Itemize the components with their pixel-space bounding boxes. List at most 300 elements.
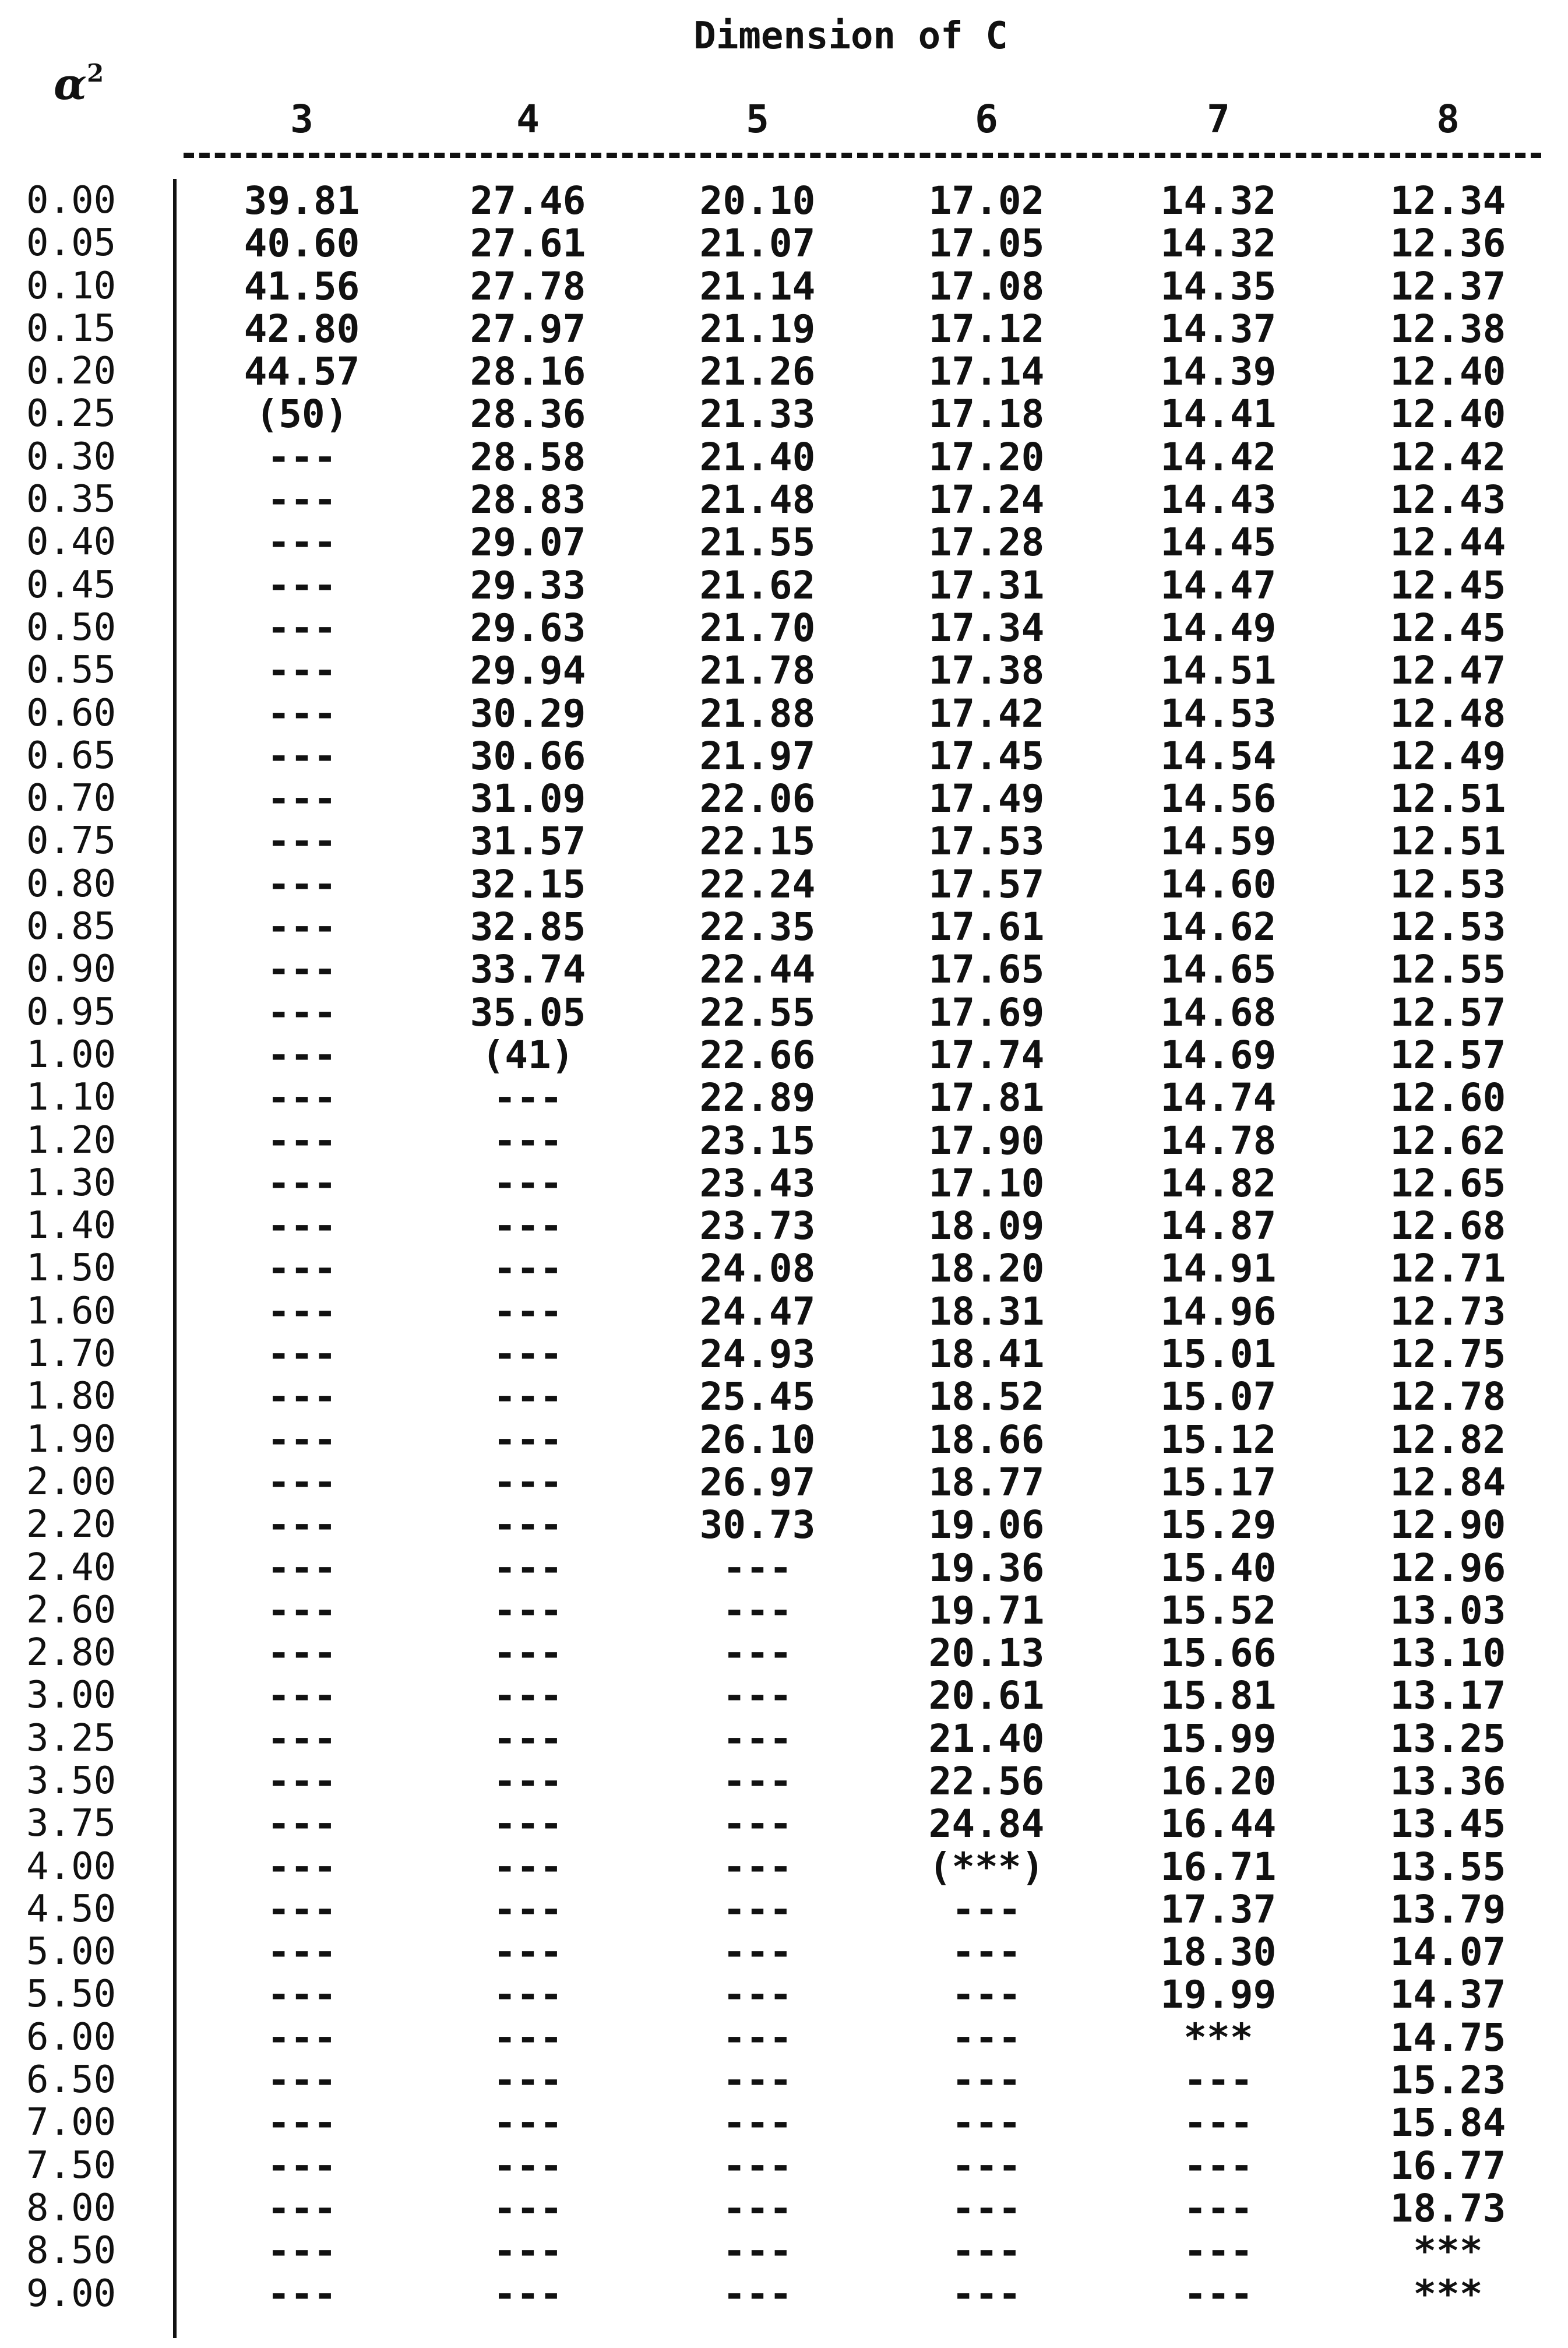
table-cell: 21.48 <box>699 477 816 523</box>
table-cell: --- <box>267 2058 337 2103</box>
table-cell: 12.44 <box>1390 520 1506 565</box>
table-cell: 14.07 <box>1390 1930 1506 1975</box>
table-row <box>0 1461 1568 1504</box>
table-row <box>0 820 1568 863</box>
table-cell: 16.71 <box>1160 1844 1277 1889</box>
column-header: 8 <box>1436 97 1460 142</box>
table-row <box>0 1547 1568 1589</box>
table-row <box>0 564 1568 607</box>
table-cell: 33.74 <box>470 947 586 992</box>
table-cell: --- <box>267 733 337 779</box>
table-row <box>0 2273 1568 2315</box>
table-cell: 23.43 <box>699 1160 816 1206</box>
table-cell: 42.80 <box>244 306 360 351</box>
table-cell: 19.06 <box>928 1502 1045 1548</box>
table-cell: --- <box>723 1545 792 1590</box>
alpha-squared-value: 2.20 <box>26 1503 117 1547</box>
table-cell: 22.06 <box>699 776 816 822</box>
table-row <box>0 179 1568 222</box>
table-cell: 14.32 <box>1160 178 1277 223</box>
table-row <box>0 2187 1568 2230</box>
table-row <box>0 1290 1568 1333</box>
table-cell: 16.20 <box>1160 1758 1277 1804</box>
table-cell: 13.79 <box>1390 1886 1506 1932</box>
table-cell: 16.44 <box>1160 1801 1277 1847</box>
table-cell: --- <box>493 1246 563 1291</box>
table-row <box>0 1418 1568 1461</box>
table-cell: 12.47 <box>1390 648 1506 694</box>
table-cell: --- <box>1183 2271 1253 2317</box>
table-cell: --- <box>723 2100 792 2146</box>
table-cell: 17.14 <box>928 349 1045 395</box>
table-cell: --- <box>267 947 337 992</box>
table-cell: --- <box>952 2271 1021 2317</box>
table-cell: 24.93 <box>699 1332 816 1377</box>
table-cell: 12.45 <box>1390 562 1506 608</box>
table-cell: --- <box>493 1160 563 1206</box>
table-row <box>0 2145 1568 2187</box>
table-cell: 12.55 <box>1390 947 1506 992</box>
table-cell: --- <box>267 1289 337 1334</box>
table-cell: 21.14 <box>699 263 816 309</box>
table-row <box>0 1333 1568 1375</box>
table-cell: 12.82 <box>1390 1417 1506 1462</box>
table-cell: --- <box>267 2015 337 2060</box>
table-cell: --- <box>267 477 337 523</box>
table-cell: --- <box>952 1930 1021 1975</box>
table-cell: 17.65 <box>928 947 1045 992</box>
table-cell: --- <box>493 1332 563 1377</box>
table-cell: --- <box>267 1374 337 1420</box>
table-row <box>0 436 1568 478</box>
table-cell: 12.53 <box>1390 904 1506 950</box>
table-row <box>0 265 1568 308</box>
table-cell: --- <box>723 1844 792 1889</box>
table-row <box>0 991 1568 1034</box>
table-cell: 14.54 <box>1160 733 1277 779</box>
table-cell: --- <box>723 2015 792 2060</box>
table-cell: 22.15 <box>699 819 816 864</box>
alpha-squared-value: 4.50 <box>26 1887 117 1931</box>
table-cell: 15.12 <box>1160 1417 1277 1462</box>
table-cell: 17.05 <box>928 221 1045 266</box>
table-cell: --- <box>493 1545 563 1590</box>
table-cell: 18.31 <box>928 1289 1045 1334</box>
table-cell: --- <box>267 1673 337 1719</box>
table-cell: 17.74 <box>928 1032 1045 1078</box>
alpha-squared-value: 0.60 <box>26 691 117 735</box>
alpha-squared-value: 1.40 <box>26 1204 117 1248</box>
table-cell: 14.91 <box>1160 1246 1277 1291</box>
table-cell: 29.07 <box>470 520 586 565</box>
table-cell: --- <box>267 1758 337 1804</box>
table-cell: 13.55 <box>1390 1844 1506 1889</box>
table-cell: 14.43 <box>1160 477 1277 523</box>
alpha-squared-value: 5.00 <box>26 1930 117 1974</box>
table-cell: 13.25 <box>1390 1716 1506 1761</box>
table-cell: 24.08 <box>699 1246 816 1291</box>
table-cell: 17.61 <box>928 904 1045 950</box>
alpha-squared-value: 8.50 <box>26 2229 117 2273</box>
table-cell: --- <box>1183 2143 1253 2188</box>
table-cell: 12.57 <box>1390 990 1506 1035</box>
table-row <box>0 1375 1568 1418</box>
table-cell: 27.97 <box>470 306 586 351</box>
alpha-squared-value: 0.30 <box>26 435 117 478</box>
table-cell: 14.53 <box>1160 691 1277 736</box>
table-row <box>0 1247 1568 1290</box>
table-cell: --- <box>267 648 337 694</box>
table-cell: 17.31 <box>928 562 1045 608</box>
table-cell: 17.53 <box>928 819 1045 864</box>
column-header: 6 <box>975 97 998 142</box>
table-cell: 22.66 <box>699 1032 816 1078</box>
table-cell: 12.51 <box>1390 819 1506 864</box>
table-cell: 17.10 <box>928 1160 1045 1206</box>
table-row <box>0 1674 1568 1717</box>
table-cell: 21.55 <box>699 520 816 565</box>
table-cell: --- <box>723 2143 792 2188</box>
table-row <box>0 1632 1568 1674</box>
table-cell: 12.84 <box>1390 1459 1506 1505</box>
table-cell: --- <box>267 861 337 907</box>
table-cell: 29.63 <box>470 605 586 650</box>
table-cell: 14.60 <box>1160 861 1277 907</box>
alpha-squared-value: 2.40 <box>26 1546 117 1589</box>
table-cell: --- <box>493 2100 563 2146</box>
table-cell: (41) <box>481 1032 575 1078</box>
table-cell: --- <box>267 1502 337 1548</box>
table-cell: --- <box>267 819 337 864</box>
table-cell: 12.40 <box>1390 349 1506 395</box>
table-cell: 14.87 <box>1160 1203 1277 1249</box>
table-cell: 20.13 <box>928 1631 1045 1676</box>
table-cell: 31.57 <box>470 819 586 864</box>
table-cell: 20.10 <box>699 178 816 223</box>
table-cell: 14.37 <box>1160 306 1277 351</box>
table-cell: --- <box>267 904 337 950</box>
table-cell: 14.35 <box>1160 263 1277 309</box>
table-cell: 30.29 <box>470 691 586 736</box>
table-cell: 17.45 <box>928 733 1045 779</box>
table-cell: --- <box>723 2185 792 2231</box>
table-cell: --- <box>952 1886 1021 1932</box>
table-cell: 14.62 <box>1160 904 1277 950</box>
table-cell: --- <box>493 1374 563 1420</box>
table-cell: --- <box>493 1459 563 1505</box>
table-cell: --- <box>1183 2229 1253 2274</box>
table-row <box>0 1846 1568 1888</box>
table-cell: 17.38 <box>928 648 1045 694</box>
table-cell: 14.65 <box>1160 947 1277 992</box>
table-row <box>0 308 1568 350</box>
table-cell: 17.08 <box>928 263 1045 309</box>
table-cell: --- <box>267 605 337 650</box>
table-cell: 30.66 <box>470 733 586 779</box>
table-cell: 12.48 <box>1390 691 1506 736</box>
header-divider <box>184 153 1541 158</box>
table-cell: --- <box>952 2229 1021 2274</box>
table-cell: 15.66 <box>1160 1631 1277 1676</box>
table-row <box>0 735 1568 777</box>
table-row <box>0 2059 1568 2101</box>
table-cell: --- <box>723 1801 792 1847</box>
table-cell: 13.03 <box>1390 1587 1506 1633</box>
table-cell: --- <box>493 1801 563 1847</box>
table-cell: 21.62 <box>699 562 816 608</box>
table-cell: 14.37 <box>1390 1972 1506 2018</box>
table-cell: 21.40 <box>928 1716 1045 1761</box>
table-cell: 18.30 <box>1160 1930 1277 1975</box>
table-cell: 27.61 <box>470 221 586 266</box>
table-cell: --- <box>267 2229 337 2274</box>
table-cell: 14.47 <box>1160 562 1277 608</box>
alpha-squared-value: 0.95 <box>26 990 117 1034</box>
table-cell: 19.71 <box>928 1587 1045 1633</box>
table-cell: 12.34 <box>1390 178 1506 223</box>
table-cell: 14.56 <box>1160 776 1277 822</box>
table-cell: *** <box>1413 2229 1483 2274</box>
table-cell: 21.07 <box>699 221 816 266</box>
alpha-squared-value: 0.25 <box>26 392 117 436</box>
table-row <box>0 1803 1568 1845</box>
table-cell: --- <box>493 2058 563 2103</box>
table-cell: --- <box>952 2015 1021 2060</box>
table-cell: --- <box>267 1246 337 1291</box>
table-cell: 21.97 <box>699 733 816 779</box>
table-row <box>0 1504 1568 1546</box>
table-cell: 19.99 <box>1160 1972 1277 2018</box>
table-cell: 12.65 <box>1390 1160 1506 1206</box>
table-cell: 17.12 <box>928 306 1045 351</box>
table-cell: --- <box>267 1118 337 1163</box>
table-cell: --- <box>267 1844 337 1889</box>
table-cell: 14.96 <box>1160 1289 1277 1334</box>
table-cell: 22.55 <box>699 990 816 1035</box>
table-cell: 15.99 <box>1160 1716 1277 1761</box>
alpha-squared-value: 1.50 <box>26 1247 117 1290</box>
table-cell: 28.58 <box>470 434 586 480</box>
alpha-squared-value: 1.90 <box>26 1417 117 1461</box>
table-cell: 12.53 <box>1390 861 1506 907</box>
table-cell: 15.07 <box>1160 1374 1277 1420</box>
alpha-squared-value: 1.10 <box>26 1076 117 1120</box>
table-row <box>0 1034 1568 1076</box>
table-row <box>0 948 1568 991</box>
table-cell: --- <box>493 1972 563 2018</box>
table-cell: 14.41 <box>1160 392 1277 437</box>
table-cell: --- <box>723 1587 792 1633</box>
table-cell: --- <box>493 1631 563 1676</box>
table-cell: --- <box>723 2271 792 2317</box>
table-cell: --- <box>493 2229 563 2274</box>
table-cell: 17.18 <box>928 392 1045 437</box>
table-cell: 12.45 <box>1390 605 1506 650</box>
alpha-squared-value: 1.70 <box>26 1332 117 1376</box>
column-header: 4 <box>516 97 540 142</box>
table-cell: 21.88 <box>699 691 816 736</box>
table-row <box>0 1888 1568 1931</box>
alpha-squared-value: 0.10 <box>26 264 117 308</box>
alpha-squared-value: 0.50 <box>26 606 117 649</box>
table-cell: 15.81 <box>1160 1673 1277 1719</box>
alpha-squared-value: 3.25 <box>26 1716 117 1760</box>
table-cell: --- <box>267 1930 337 1975</box>
table-cell: 22.24 <box>699 861 816 907</box>
table-cell: 15.52 <box>1160 1587 1277 1633</box>
table-cell: --- <box>267 1545 337 1590</box>
table-cell: 16.77 <box>1390 2143 1506 2188</box>
table-cell: --- <box>267 2100 337 2146</box>
alpha-squared-value: 5.50 <box>26 1973 117 2016</box>
table-cell: 32.15 <box>470 861 586 907</box>
table-cell: 21.40 <box>699 434 816 480</box>
table-cell: 31.09 <box>470 776 586 822</box>
table-cell: --- <box>1183 2185 1253 2231</box>
table-row <box>0 350 1568 393</box>
table-cell: 17.81 <box>928 1075 1045 1121</box>
table-cell: 30.73 <box>699 1502 816 1548</box>
table-cell: 17.69 <box>928 990 1045 1035</box>
table-cell: --- <box>723 1886 792 1932</box>
table-cell: 13.17 <box>1390 1673 1506 1719</box>
table-cell: 18.20 <box>928 1246 1045 1291</box>
table-row <box>0 692 1568 735</box>
table-row <box>0 863 1568 906</box>
table-cell: 15.01 <box>1160 1332 1277 1377</box>
alpha-squared-value: 3.75 <box>26 1802 117 1846</box>
table-row <box>0 1717 1568 1760</box>
table-row <box>0 1931 1568 1973</box>
table-cell: 17.02 <box>928 178 1045 223</box>
table-cell: --- <box>267 1631 337 1676</box>
table-cell: *** <box>1413 2271 1483 2317</box>
table-cell: --- <box>267 1203 337 1249</box>
alpha-squared-value: 4.00 <box>26 1844 117 1888</box>
table-cell: 12.68 <box>1390 1203 1506 1249</box>
table-cell: 12.90 <box>1390 1502 1506 1548</box>
table-cell: 17.28 <box>928 520 1045 565</box>
table-cell: --- <box>267 691 337 736</box>
table-cell: 44.57 <box>244 349 360 395</box>
table-cell: 26.97 <box>699 1459 816 1505</box>
table-cell: --- <box>267 434 337 480</box>
table-cell: 17.57 <box>928 861 1045 907</box>
table-cell: 12.62 <box>1390 1118 1506 1163</box>
table-cell: 35.05 <box>470 990 586 1035</box>
table-cell: 29.33 <box>470 562 586 608</box>
table-cell: 14.42 <box>1160 434 1277 480</box>
table-cell: 15.40 <box>1160 1545 1277 1590</box>
table-row <box>0 1589 1568 1632</box>
table-cell: --- <box>723 2229 792 2274</box>
table-cell: 29.94 <box>470 648 586 694</box>
table-cell: 24.84 <box>928 1801 1045 1847</box>
table-cell: --- <box>267 1459 337 1505</box>
table-cell: 12.37 <box>1390 263 1506 309</box>
table-cell: --- <box>267 1075 337 1121</box>
table-row <box>0 2230 1568 2272</box>
table-row <box>0 1076 1568 1119</box>
table-cell: --- <box>493 1886 563 1932</box>
table-cell: 12.36 <box>1390 221 1506 266</box>
table-cell: --- <box>952 1972 1021 2018</box>
table-cell: --- <box>493 1417 563 1462</box>
alpha-squared-value: 0.70 <box>26 777 117 821</box>
table-cell: 12.73 <box>1390 1289 1506 1334</box>
table-cell: (50) <box>255 392 348 437</box>
table-cell: 12.38 <box>1390 306 1506 351</box>
table-cell: 12.71 <box>1390 1246 1506 1291</box>
table-cell: 14.49 <box>1160 605 1277 650</box>
alpha-squared-value: 8.00 <box>26 2186 117 2230</box>
table-cell: 22.56 <box>928 1758 1045 1804</box>
table-cell: 19.36 <box>928 1545 1045 1590</box>
table-cell: 21.26 <box>699 349 816 395</box>
table-cell: 13.10 <box>1390 1631 1506 1676</box>
table-row <box>0 393 1568 435</box>
alpha-squared-value: 1.30 <box>26 1161 117 1205</box>
alpha-squared-value: 0.90 <box>26 948 117 991</box>
table-cell: 14.69 <box>1160 1032 1277 1078</box>
table-cell: 23.15 <box>699 1118 816 1163</box>
table-cell: 17.90 <box>928 1118 1045 1163</box>
table-cell: --- <box>493 1844 563 1889</box>
table-cell: 13.45 <box>1390 1801 1506 1847</box>
table-cell: --- <box>267 1886 337 1932</box>
table-cell: --- <box>267 562 337 608</box>
alpha-squared-value: 2.60 <box>26 1588 117 1632</box>
alpha-squared-value: 9.00 <box>26 2272 117 2315</box>
table-cell: 26.10 <box>699 1417 816 1462</box>
table-cell: 17.49 <box>928 776 1045 822</box>
table-cell: --- <box>493 2143 563 2188</box>
table-cell: --- <box>723 2058 792 2103</box>
table-cell: 40.60 <box>244 221 360 266</box>
table-cell: 25.45 <box>699 1374 816 1420</box>
table-cell: --- <box>723 1930 792 1975</box>
table-cell: --- <box>493 1930 563 1975</box>
alpha-symbol: α <box>54 59 87 110</box>
alpha-squared-value: 6.00 <box>26 2015 117 2059</box>
table-cell: 28.83 <box>470 477 586 523</box>
alpha-squared-value: 1.20 <box>26 1118 117 1162</box>
table-cell: 17.42 <box>928 691 1045 736</box>
table-cell: --- <box>267 2271 337 2317</box>
table-cell: 15.84 <box>1390 2100 1506 2146</box>
table-cell: --- <box>952 2185 1021 2231</box>
table-cell: *** <box>1183 2015 1253 2060</box>
table-cell: 17.20 <box>928 434 1045 480</box>
table-cell: (***) <box>928 1844 1045 1889</box>
table-cell: --- <box>723 1673 792 1719</box>
alpha-squared-value: 0.65 <box>26 734 117 777</box>
alpha-squared-value: 0.75 <box>26 819 117 863</box>
alpha-squared-value: 7.50 <box>26 2143 117 2187</box>
table-cell: --- <box>723 1716 792 1761</box>
alpha-squared-value: 0.85 <box>26 905 117 949</box>
table-row <box>0 2016 1568 2059</box>
table-cell: 14.68 <box>1160 990 1277 1035</box>
column-header: 5 <box>746 97 769 142</box>
alpha-squared-value: 2.00 <box>26 1460 117 1504</box>
table-cell: 18.52 <box>928 1374 1045 1420</box>
table-cell: --- <box>723 1631 792 1676</box>
table-row <box>0 2101 1568 2144</box>
table-cell: --- <box>493 2185 563 2231</box>
table-cell: 12.96 <box>1390 1545 1506 1590</box>
table-cell: 12.57 <box>1390 1032 1506 1078</box>
